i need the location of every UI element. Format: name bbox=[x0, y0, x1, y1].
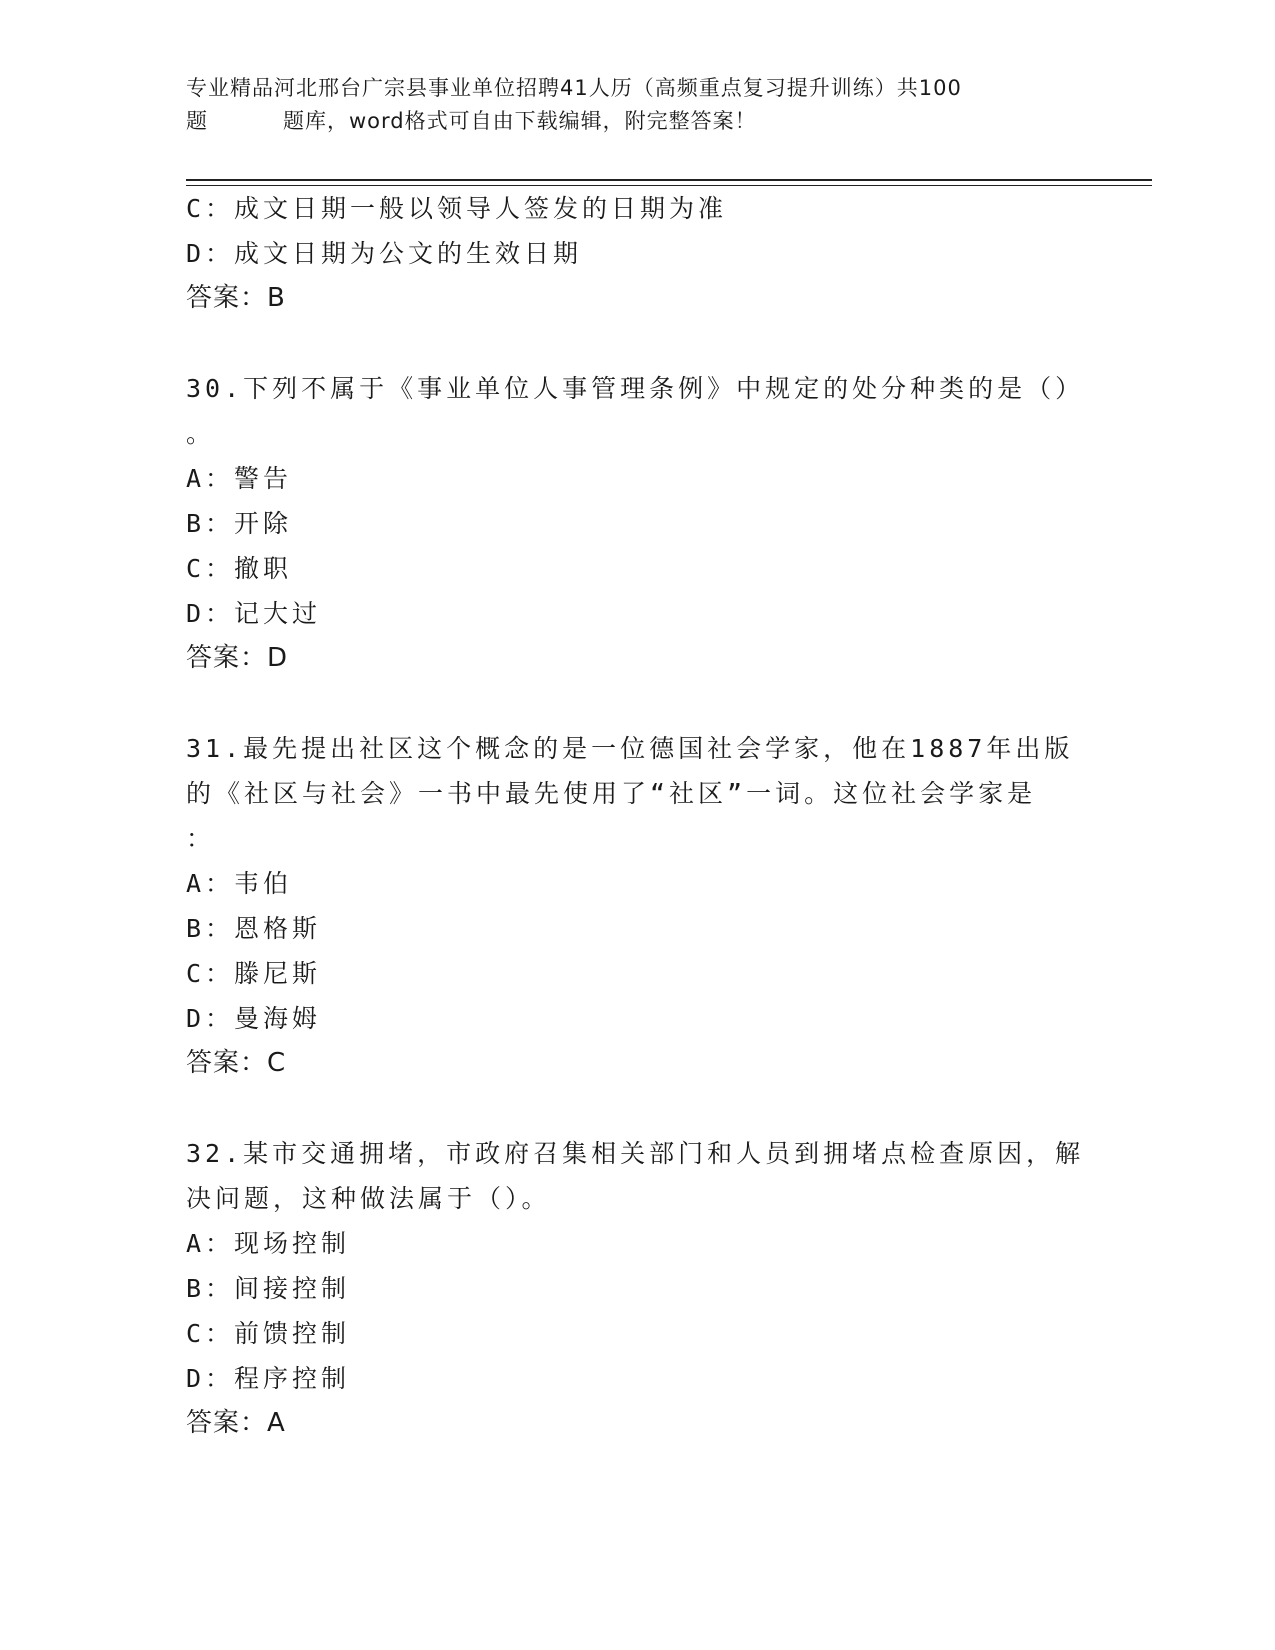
option-line: B：恩格斯 bbox=[186, 914, 322, 943]
question-31 bbox=[186, 726, 1086, 1086]
document-header bbox=[186, 72, 1066, 138]
option-line: B：开除 bbox=[186, 509, 293, 538]
option-line: B：间接控制 bbox=[186, 1274, 351, 1303]
option-line: A：警告 bbox=[186, 464, 293, 493]
option-line: D：成文日期为公文的生效日期 bbox=[186, 239, 583, 268]
option-line: A：韦伯 bbox=[186, 869, 293, 898]
option-line: C：前馈控制 bbox=[186, 1319, 351, 1348]
header-line-1: 专业精品河北邢台广宗县事业单位招聘41人历（高频重点复习提升训练）共100 bbox=[186, 76, 962, 100]
question-text: 32.某市交通拥堵，市政府召集相关部门和人员到拥堵点检查原因，解 bbox=[186, 1139, 1085, 1168]
question-text: 。 bbox=[186, 419, 216, 448]
option-line: C：撤职 bbox=[186, 554, 293, 583]
question-32 bbox=[186, 1131, 1086, 1446]
option-line: D：记大过 bbox=[186, 599, 322, 628]
question-text: 的《社区与社会》一书中最先使用了“社区”一词。这位社会学家是 bbox=[186, 779, 1037, 808]
option-line: D：程序控制 bbox=[186, 1364, 351, 1393]
option-line: C：成文日期一般以领导人签发的日期为准 bbox=[186, 194, 728, 223]
option-line: A：现场控制 bbox=[186, 1229, 351, 1258]
answer-line: 答案：C bbox=[186, 1048, 287, 1078]
previous-question-tail bbox=[186, 186, 1086, 321]
question-text: 决问题，这种做法属于（）。 bbox=[186, 1184, 551, 1213]
answer-line: 答案：D bbox=[186, 643, 289, 673]
option-line: C：滕尼斯 bbox=[186, 959, 322, 988]
answer-line: 答案：B bbox=[186, 283, 286, 313]
answer-line: 答案：A bbox=[186, 1408, 286, 1438]
question-text: ： bbox=[186, 824, 216, 853]
header-line-2-text: 题库，word格式可自由下载编辑，附完整答案！ bbox=[283, 109, 757, 133]
header-line-2-prefix: 题 bbox=[186, 109, 208, 133]
question-text: 31.最先提出社区这个概念的是一位德国社会学家，他在1887年出版 bbox=[186, 734, 1074, 763]
question-content bbox=[186, 186, 1086, 1446]
header-rule-thick bbox=[186, 179, 1152, 181]
question-30 bbox=[186, 366, 1086, 681]
option-line: D：曼海姆 bbox=[186, 1004, 322, 1033]
question-text: 30.下列不属于《事业单位人事管理条例》中规定的处分种类的是（） bbox=[186, 374, 1085, 403]
header-line-2 bbox=[186, 105, 1066, 138]
